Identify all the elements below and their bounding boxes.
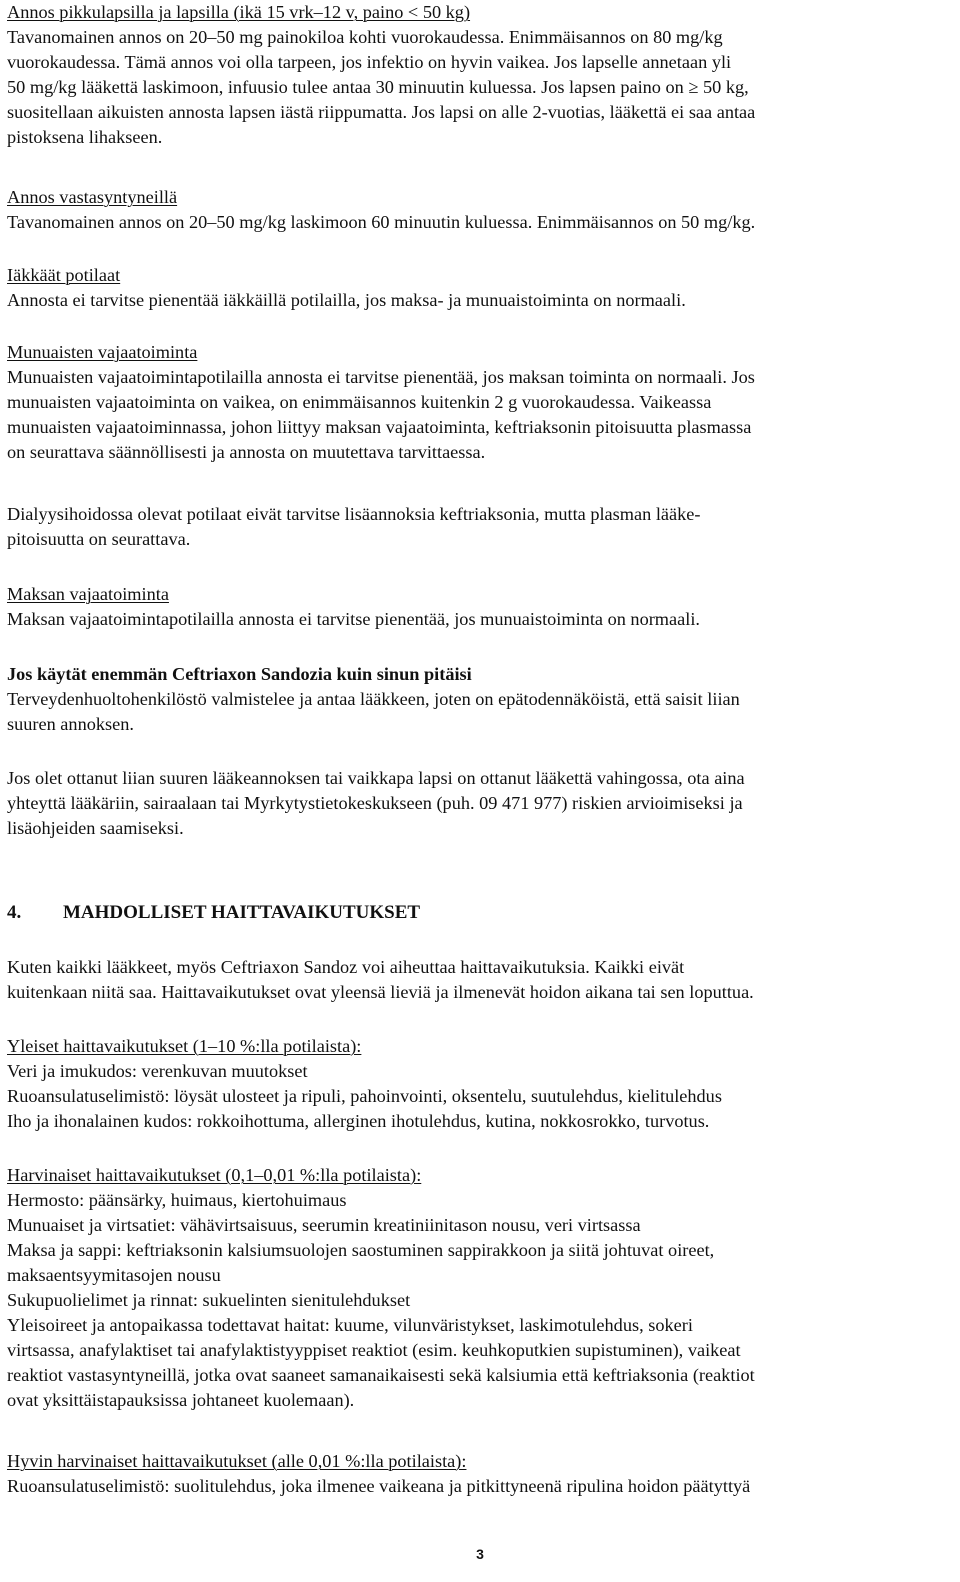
text-line: Yleisoireet ja antopaikassa todettavat haitat: kuume, vilunväristykset, laskimotulehdus, sokeri bbox=[7, 1315, 693, 1335]
text-line: Terveydenhuoltohenkilöstö valmistelee ja antaa lääkkeen, joten on epätodennäköistä, että saisit liian bbox=[7, 689, 740, 709]
section-very-rare-side-effects bbox=[7, 1449, 952, 1499]
page-number: 3 bbox=[476, 1546, 484, 1562]
text-line: Munuaisten vajaatoimintapotilailla annosta ei tarvitse pienentää, jos maksan toiminta on normaali. Jos bbox=[7, 367, 755, 387]
section-heading: Iäkkäät potilaat bbox=[7, 265, 121, 285]
section-kidney-impairment bbox=[7, 340, 952, 465]
text-line: munuaisten vajaatoiminnassa, johon liittyy maksan vajaatoiminta, keftriaksonin pitoisuutta plasmassa bbox=[7, 417, 752, 437]
text-line: Iho ja ihonalainen kudos: rokkoihottuma, allerginen ihotulehdus, kutina, nokkosrokko, turvotus. bbox=[7, 1111, 710, 1131]
text-line: Annosta ei tarvitse pienentää iäkkäillä potilailla, jos maksa- ja munuaistoiminta on normaali. bbox=[7, 290, 686, 310]
section-heading: Maksan vajaatoiminta bbox=[7, 584, 169, 604]
chapter-number: 4. bbox=[7, 902, 22, 923]
section-heading: Munuaisten vajaatoiminta bbox=[7, 342, 198, 362]
section-4-heading bbox=[7, 900, 952, 925]
text-line: Dialyysihoidossa olevat potilaat eivät tarvitse lisäannoksia keftriaksonia, mutta plasman lääke- bbox=[7, 504, 701, 524]
text-line: reaktiot vastasyntyneillä, jotka ovat saaneet samanaikaisesti sekä kalsiumia että keftriaksonia (reaktiot bbox=[7, 1365, 755, 1385]
text-line: vuorokaudessa. Tämä annos voi olla tarpeen, jos infektio on hyvin vaikea. Jos lapselle annetaan yli bbox=[7, 52, 732, 72]
section-overdose bbox=[7, 662, 952, 737]
chapter-title-text: MAHDOLLISET HAITTAVAIKUTUKSET bbox=[63, 902, 421, 923]
section-heading: Jos käytät enemmän Ceftriaxon Sandozia kuin sinun pitäisi bbox=[7, 664, 472, 684]
text-line: Maksa ja sappi: keftriaksonin kalsiumsuolojen saostuminen sappirakkoon ja siitä johtuvat oireet, bbox=[7, 1240, 715, 1260]
chapter-title bbox=[7, 900, 952, 925]
text-line: kuitenkaan niitä saa. Haittavaikutukset ovat yleensä lieviä ja ilmenevät hoidon aikana tai sen loputtua. bbox=[7, 982, 754, 1002]
text-line: Veri ja imukudos: verenkuvan muutokset bbox=[7, 1061, 308, 1081]
section-heading: Yleiset haittavaikutukset (1–10 %:lla potilaista): bbox=[7, 1036, 362, 1056]
section-newborn-dose bbox=[7, 185, 952, 235]
text-line: pitoisuutta on seurattava. bbox=[7, 529, 191, 549]
text-line: Ruoansulatuselimistö: löysät ulosteet ja ripuli, pahoinvointi, oksentelu, suutulehdus, kielitulehdus bbox=[7, 1086, 722, 1106]
text-line: on seurattava säännöllisesti ja annosta on muutettava tarvittaessa. bbox=[7, 442, 486, 462]
text-line: suositellaan aikuisten annosta lapsen iästä riippumatta. Jos lapsi on alle 2-vuotias, lääkettä ei saa antaa bbox=[7, 102, 756, 122]
text-line: Sukupuolielimet ja rinnat: sukuelinten sienitulehdukset bbox=[7, 1290, 411, 1310]
text-line: Hermosto: päänsärky, huimaus, kiertohuimaus bbox=[7, 1190, 347, 1210]
text-line: suuren annoksen. bbox=[7, 714, 134, 734]
text-line: munuaisten vajaatoiminta on vaikea, on enimmäisannos kuitenkin 2 g vuorokaudessa. Vaikeassa bbox=[7, 392, 712, 412]
paragraph-dialysis bbox=[7, 502, 952, 552]
section-elderly bbox=[7, 263, 952, 313]
text-line: Jos olet ottanut liian suuren lääkeannoksen tai vaikkapa lapsi on ottanut lääkettä vahingossa, ota aina bbox=[7, 768, 745, 788]
section-heading: Hyvin harvinaiset haittavaikutukset (alle 0,01 %:lla potilaista): bbox=[7, 1451, 467, 1471]
text-line: 50 mg/kg lääkettä laskimoon, infuusio tulee antaa 30 minuutin kuluessa. Jos lapsen paino on ≥ 50 kg, bbox=[7, 77, 749, 97]
paragraph-side-effects-intro bbox=[7, 955, 952, 1005]
text-line: Ruoansulatuselimistö: suolitulehdus, joka ilmenee vaikeana ja pitkittyneenä ripulina hoidon päätyttyä bbox=[7, 1476, 751, 1496]
text-line: ovat yksittäistapauksissa johtaneet kuolemaan). bbox=[7, 1390, 355, 1410]
section-heading: Annos vastasyntyneillä bbox=[7, 187, 178, 207]
text-line: virtsassa, anafylaktiset tai anafylaktistyyppiset reaktiot (esim. keuhkoputkien supistuminen), vaikeat bbox=[7, 1340, 741, 1360]
text-line: Maksan vajaatoimintapotilailla annosta ei tarvitse pienentää, jos munuaistoiminta on normaali. bbox=[7, 609, 700, 629]
section-liver-impairment bbox=[7, 582, 952, 632]
text-line: yhteyttä lääkäriin, sairaalaan tai Myrkytystietokeskukseen (puh. 09 471 977) riskien arvioimiseksi ja bbox=[7, 793, 743, 813]
text-line: Tavanomainen annos on 20–50 mg/kg laskimoon 60 minuutin kuluessa. Enimmäisannos on 50 mg/kg. bbox=[7, 212, 756, 232]
section-heading: Annos pikkulapsilla ja lapsilla (ikä 15 vrk–12 v, paino < 50 kg) bbox=[7, 2, 471, 22]
section-children-dose bbox=[7, 0, 952, 150]
text-line: lisäohjeiden saamiseksi. bbox=[7, 818, 184, 838]
text-line: Kuten kaikki lääkkeet, myös Ceftriaxon Sandoz voi aiheuttaa haittavaikutuksia. Kaikki eivät bbox=[7, 957, 685, 977]
section-common-side-effects bbox=[7, 1034, 952, 1134]
text-line: Tavanomainen annos on 20–50 mg painokiloa kohti vuorokaudessa. Enimmäisannos on 80 mg/kg bbox=[7, 27, 723, 47]
section-rare-side-effects bbox=[7, 1163, 952, 1413]
text-line: maksaentsyymitasojen nousu bbox=[7, 1265, 221, 1285]
section-heading: Harvinaiset haittavaikutukset (0,1–0,01 %:lla potilaista): bbox=[7, 1165, 422, 1185]
paragraph-overdose-contact bbox=[7, 766, 952, 841]
text-line: Munuaiset ja virtsatiet: vähävirtsaisuus, seerumin kreatiniinitason nousu, veri virtsassa bbox=[7, 1215, 641, 1235]
text-line: pistoksena lihakseen. bbox=[7, 127, 163, 147]
